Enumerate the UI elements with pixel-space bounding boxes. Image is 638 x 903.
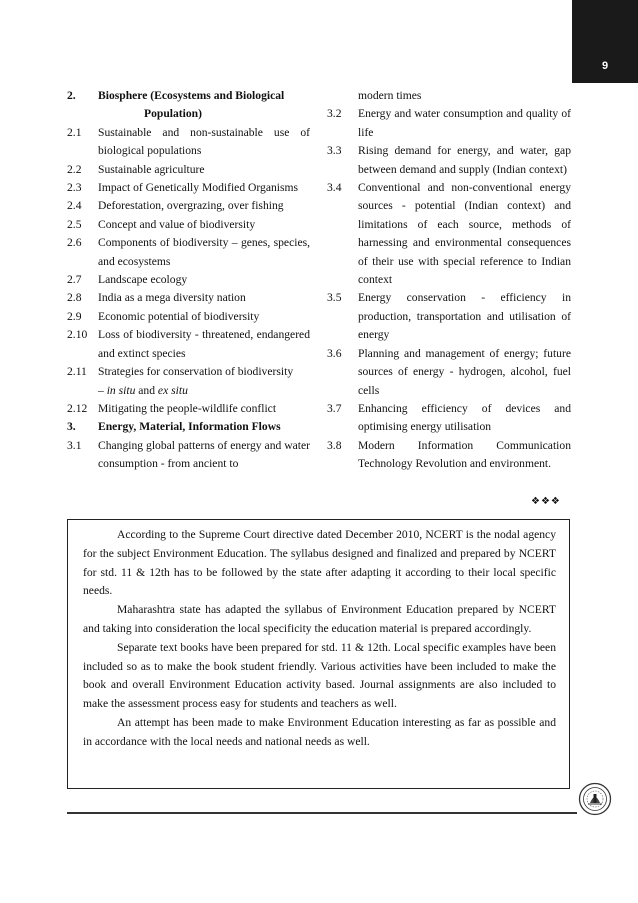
page-number-tab — [572, 0, 638, 83]
item-number: 2.5 — [67, 217, 82, 231]
ex-situ-text: ex situ — [157, 383, 188, 397]
list-item — [67, 308, 310, 326]
list-item — [67, 326, 310, 363]
item-text: India as a mega diversity nation — [98, 291, 246, 305]
in-situ-text: in situ — [106, 383, 136, 397]
item-number: 3.1 — [67, 438, 82, 452]
list-item — [327, 179, 571, 289]
item-text: Sustainable agriculture — [98, 162, 205, 176]
list-item — [67, 124, 310, 161]
list-item — [327, 437, 571, 474]
list-item — [67, 179, 310, 197]
list-item — [327, 289, 571, 344]
item-number: 2.9 — [67, 309, 82, 323]
item-number: 3. — [67, 420, 76, 434]
list-item — [67, 289, 310, 307]
item-text: Changing global patterns of energy and water consumption - from ancient to — [98, 438, 310, 471]
item-number: 3.7 — [327, 401, 342, 415]
item-number — [67, 105, 98, 123]
item-number: 2.8 — [67, 291, 82, 305]
list-item — [67, 216, 310, 234]
list-item — [67, 161, 310, 179]
list-item — [327, 142, 571, 179]
item-number: 3.2 — [327, 107, 342, 121]
syllabus-right-column — [327, 87, 571, 474]
item-text: Energy conservation - efficiency in production, transportation and utilisation of energy — [358, 291, 571, 342]
list-item — [67, 363, 310, 400]
list-item — [327, 105, 571, 142]
item-text: Landscape ecology — [98, 273, 188, 287]
note-paragraph: An attempt has been made to make Environment Education interesting as far as possible and in accordance with the local needs and national needs as well. — [83, 715, 556, 748]
item-text: Modern Information Communication Technology Revolution and environment. — [358, 438, 571, 471]
list-item — [67, 197, 310, 215]
item-number: 2.6 — [67, 236, 82, 250]
item-number: 2.10 — [67, 328, 88, 342]
item-text: Biosphere (Ecosystems and Biological — [98, 89, 285, 102]
item-number: 2.4 — [67, 199, 82, 213]
syllabus-left-column — [67, 87, 310, 474]
list-item — [67, 234, 310, 271]
item-number: 2.2 — [67, 162, 82, 176]
item-text: Conventional and non-conventional energy sources - potential (Indian context) and limitations of each source, methods of harnessing and environmental consequences of their use with special reference to Indian context — [358, 181, 571, 287]
item-text: Mitigating the people-wildlife conflict — [98, 401, 277, 415]
list-item — [67, 418, 310, 436]
list-item — [327, 345, 571, 400]
page-number: 9 — [601, 60, 609, 72]
item-text-main: Strategies for conservation of biodiversity — [98, 365, 294, 379]
list-item — [67, 271, 310, 289]
item-text: Energy and water consumption and quality of life — [358, 107, 571, 139]
item-number — [327, 87, 358, 105]
item-text: Population) — [144, 107, 202, 121]
item-text: Loss of biodiversity - threatened, endangered and extinct species — [98, 328, 310, 360]
section-separator-ornament: ❖❖❖ — [531, 496, 561, 507]
list-item — [67, 437, 310, 474]
item-text: modern times — [358, 89, 422, 102]
item-text — [98, 363, 310, 400]
note-paragraph: According to the Supreme Court directive dated December 2010, NCERT is the nodal agency for the subject Environment Education. The syllabus designed and finalized and prepared by NCERT for std. 11 & 12th has to be followed by the state after adapting it according to their local specific needs. — [83, 528, 556, 598]
item-number: 2.11 — [67, 365, 87, 379]
footer-rule — [67, 812, 577, 814]
item-text: Impact of Genetically Modified Organisms — [98, 181, 299, 195]
item-number: 3.6 — [327, 346, 342, 360]
item-text: Enhancing efficiency of devices and optimising energy utilisation — [358, 401, 571, 434]
item-number: 3.8 — [327, 438, 342, 452]
item-number: 2.1 — [67, 125, 82, 139]
item-text: Sustainable and non-sustainable use of biological populations — [98, 125, 310, 158]
item-number: 2.12 — [67, 401, 88, 415]
item-text-and: and — [135, 383, 158, 397]
item-number: 3.5 — [327, 291, 342, 305]
item-text: Rising demand for energy, and water, gap between demand and supply (Indian context) — [358, 144, 571, 176]
item-number: 2.3 — [67, 181, 82, 195]
item-text-dash: – — [98, 383, 107, 397]
list-item — [67, 400, 310, 418]
list-item — [67, 87, 310, 105]
item-number: 3.3 — [327, 144, 342, 158]
item-text: Deforestation, overgrazing, over fishing — [98, 199, 284, 213]
list-item — [327, 87, 571, 105]
item-text: Concept and value of biodiversity — [98, 217, 256, 231]
list-item — [67, 105, 310, 123]
note-paragraph: Maharashtra state has adapted the syllabus of Environment Education prepared by NCERT and taking into consideration the local specificity the education material is prepared accordingly. — [83, 603, 556, 635]
item-text: Energy, Material, Information Flows — [98, 420, 281, 434]
item-number: 3.4 — [327, 181, 342, 195]
item-text: Components of biodiversity – genes, species, and ecosystems — [98, 236, 310, 268]
note-paragraph: Separate text books have been prepared for std. 11 & 12th. Local specific examples have been included so as to make the book student friendly. Various activities have been included to make the book and overall Environment Education activity based. Journal assignments are also included to make the assessment process easy for students and teachers as well. — [83, 640, 556, 711]
item-number: 2. — [67, 89, 76, 102]
item-text: Economic potential of biodiversity — [98, 309, 260, 323]
emblem-seal-icon — [578, 782, 612, 816]
note-box — [67, 519, 570, 789]
item-number: 2.7 — [67, 273, 82, 287]
list-item — [327, 400, 571, 437]
item-text: Planning and management of energy; future sources of energy - hydrogen, alcohol, fuel cells — [358, 346, 571, 397]
